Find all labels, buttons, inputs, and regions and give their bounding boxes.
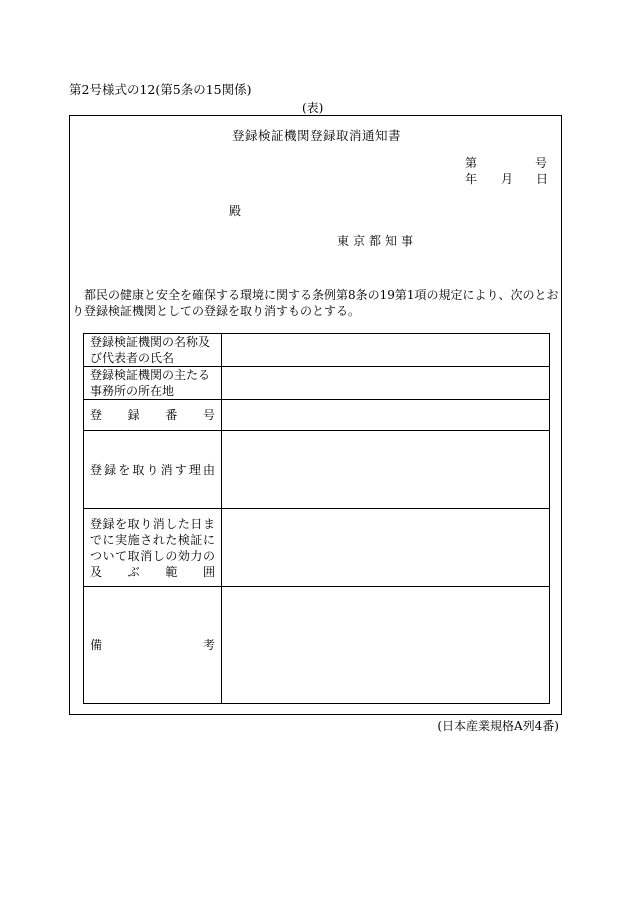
row-value-scope[interactable] <box>222 509 550 587</box>
notice-body-text: 都民の健康と安全を確保する環境に関する条例第8条の19第1項の規定により、次のとおり登録検証機関としての登録を取り消すものとする。 <box>72 288 559 318</box>
number-prefix: 第 <box>465 156 478 170</box>
date-day-label: 日 <box>536 172 549 186</box>
row-value-remarks[interactable] <box>222 587 550 704</box>
paper-size-note: (日本産業規格A列4番) <box>437 719 559 733</box>
row-label-address: 登録検証機関の主たる事務所の所在地 <box>84 367 222 400</box>
row-label-registration-number: 登録番号 <box>84 400 222 431</box>
front-side-label: (表) <box>302 101 324 115</box>
table-row <box>84 431 550 509</box>
document-title: 登録検証機関登録取消通知書 <box>231 128 401 143</box>
document-frame <box>69 115 562 715</box>
row-value-address[interactable] <box>222 367 550 400</box>
issuer-name: 東京都知事 <box>337 234 418 248</box>
row-label-name: 登録検証機関の名称及び代表者の氏名 <box>84 334 222 367</box>
form-number-label: 第2号様式の12(第5条の15関係) <box>69 82 252 97</box>
row-label-reason: 登録を取り消す理由 <box>84 431 222 509</box>
row-value-reason[interactable] <box>222 431 550 509</box>
table-row <box>84 509 550 587</box>
number-suffix: 号 <box>535 156 548 170</box>
date-year-label: 年 <box>465 172 478 186</box>
remarks-label: 備 考 <box>90 638 215 652</box>
table-row <box>84 367 550 400</box>
date-month-label: 月 <box>501 172 514 186</box>
row-value-name[interactable] <box>222 334 550 367</box>
row-label-scope: 登録を取り消した日までに実施された検証について取消しの効力の及ぶ範囲 <box>84 509 222 587</box>
addressee-suffix: 殿 <box>229 204 242 218</box>
row-label-remarks <box>84 587 222 704</box>
table-row <box>84 334 550 367</box>
info-table <box>83 333 550 704</box>
table-row <box>84 587 550 704</box>
table-row <box>84 400 550 431</box>
row-value-registration-number[interactable] <box>222 400 550 431</box>
